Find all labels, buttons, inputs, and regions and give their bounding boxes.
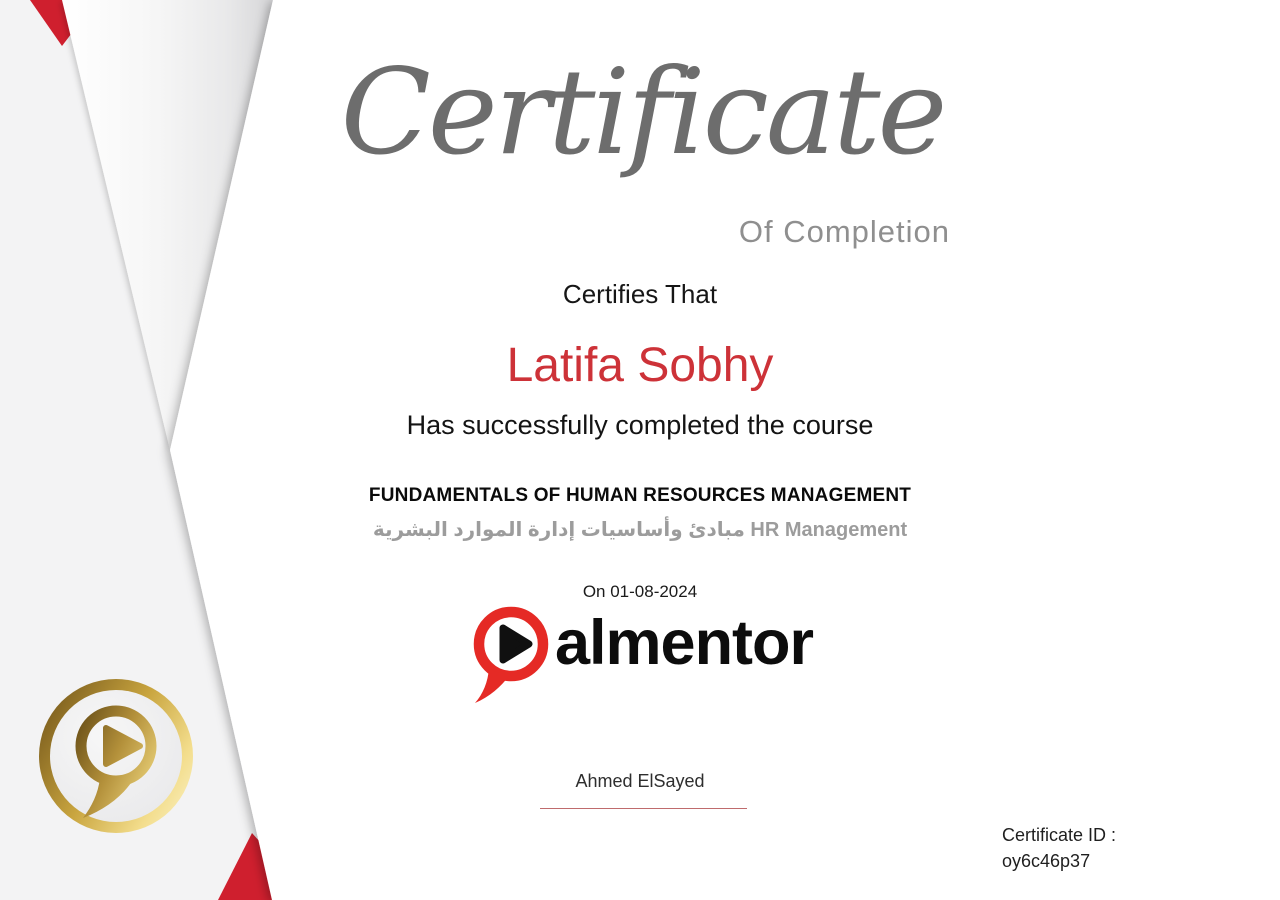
certificate-id-block <box>1002 822 1116 874</box>
almentor-play-bubble-icon <box>467 604 553 706</box>
signer-name: Ahmed ElSayed <box>575 771 705 791</box>
almentor-logo <box>0 604 1280 706</box>
certificate-id-label: Certificate ID : <box>1002 825 1117 845</box>
completion-date: On 01-08-2024 <box>582 582 698 601</box>
course-title-english: FUNDAMENTALS OF HUMAN RESOURCES MANAGEMENT <box>368 485 912 506</box>
certifies-that-label: Certifies That <box>562 279 718 309</box>
signature-line <box>540 808 747 809</box>
course-title-arabic: مبادئ وأساسيات إدارة الموارد البشرية HR Management <box>372 519 908 541</box>
certificate-heading: Certificate <box>340 43 945 181</box>
completion-text: Has successfully completed the course <box>406 410 874 440</box>
recipient-name: Latifa Sobhy <box>506 339 774 392</box>
certificate-subheading: Of Completion <box>738 214 950 249</box>
almentor-wordmark: almentor <box>554 608 814 678</box>
certificate-id-value: oy6c46p37 <box>1002 851 1091 871</box>
